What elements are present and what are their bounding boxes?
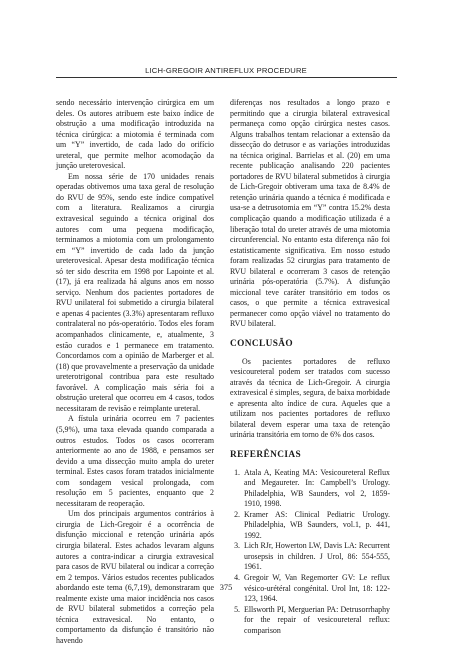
reference-item xyxy=(230,468,390,510)
body-paragraph: Um dos principais argumentos contrários à cirurgia de Lich-Gregoir é a ocorrência de disfunção miccional e retenção urinária após cirurgia bilateral. Estes achados levaram alguns autores a contra-indicar a cirurgia extravesical para casos de RVU bilateral ou indicar a correção em 2 tempos. Vários estudos recentes publicados abordando este tema (6,7,19), demonstraram que realmente existe uma maior incidência nos casos de RVU bilateral submetidos a correção pela técnica extravesical. No entanto, o comportamento da disfunção é transitório não havendo xyxy=(56,509,214,645)
left-column xyxy=(56,98,214,646)
reference-item xyxy=(230,510,390,542)
reference-number: 5. xyxy=(234,604,240,614)
page-number: 375 xyxy=(219,583,233,592)
running-title: LICH-GREGOIR ANTIREFLUX PROCEDURE xyxy=(145,66,307,75)
reference-number: 1. xyxy=(234,467,240,477)
body-paragraph: Em nossa série de 170 unidades renais operadas obtivemos uma taxa geral de resolução do RVU de 95%, sendo este índice compatível com a literatura. Realizamos a cirurgia extravesical seguindo a técnica original dos autores com uma pequena modificação, terminamos a miotomia com um prolongamento em “Y” invertido de cada lado da junção ureterovesical. Apesar desta modificação técnica só ter sido descrita em 1998 por Lapointe et al. (17), já era realizada há alguns anos em nosso serviço. Nenhum dos pacientes portadores de RVU unilateral foi submetido a cirurgia bilateral e apenas 4 pacientes (3.3%) apresentaram refluxo contralateral no pós-operatório. Todos eles foram acompanhados clinicamente, e, atualmente, 3 estão curados e 1 permanece em tratamento. Concordamos com a opinião de Marberger et al. (18) que provavelmente a preservação da unidade ureterotrigonal contribua para este resultado favorável. A complicação mais séria foi a obstrução ureteral que ocorreu em 4 casos, todos necessitaram de revisão e reimplante ureteral. xyxy=(56,171,214,413)
body-paragraph: sendo necessário intervenção cirúrgica em um deles. Os autores atribuem este baixo índice de obstrução a uma modificação introduzida na técnica cirúrgica: a miotomia é terminada com um “Y” invertido, de cada lado do orifício ureteral, que permite melhor acomodação da junção ureterovesical. xyxy=(56,98,214,171)
right-column xyxy=(230,98,390,636)
conclusion-paragraph: Os pacientes portadores de refluxo vesicoureteral podem ser tratados com sucesso através da técnica de Lich-Gregoir. A cirurgia extravesical é simples, segura, de baixa morbidade e apresenta alto índice de cura. Aqueles que a utilizam nos pacientes portadores de refluxo bilateral devem esperar uma taxa de retenção urinária transitória em torno de 6% dos casos. xyxy=(230,356,390,440)
reference-number: 3. xyxy=(234,541,240,551)
reference-text: Gregoir W, Van Regemorter GV: Le reflux vésico-urétéral congénital. Urol Int, 18: 122-123, 1964. xyxy=(244,572,390,604)
header-rule xyxy=(56,77,397,78)
reference-text: Lich RJr, Howerton LW, Davis LA: Recurrent urosepsis in children. J Urol, 86: 554-555, 1961. xyxy=(244,541,390,572)
reference-item xyxy=(230,605,390,637)
body-paragraph: A fístula urinária ocorreu em 7 pacientes (5,9%), uma taxa elevada quando comparada a outros estudos. Todos os casos ocorreram anteriormente ao ano de 1988, e pensamos ser devido a uma dissecção muito ampla do ureter terminal. Estes casos foram tratados inicialmente com sondagem vesical prolongada, com resolução em 5 pacientes, enquanto que 2 necessitaram de reoperação. xyxy=(56,414,214,508)
conclusion-heading: CONCLUSÃO xyxy=(230,339,294,350)
references-heading: REFERÊNCIAS xyxy=(230,449,302,460)
reference-number: 2. xyxy=(234,509,240,519)
reference-number: 4. xyxy=(234,572,240,582)
reference-list xyxy=(230,468,390,637)
reference-item xyxy=(230,541,390,573)
body-paragraph: diferenças nos resultados a longo prazo e permitindo que a cirurgia bilateral extravesical permaneça como opção cirúrgica nestes casos. Alguns trabalhos tentam relacionar a extensão da dissecção do detrusor e as variações introduzidas na técnica original. Barrielas et al. (20) em uma recente publicação analisando 220 pacientes portadores de RVU bilateral submetidos à cirurgia de Lich-Gregoir obtiveram uma taxa de 8.4% de retenção urinária quando a técnica é modificada e usa-se a detrusotomia em “Y” contra 15.2% desta complicação quando a modificação utilizada é a liberação total do ureter através de uma miotomia circunferencial. No entanto esta diferença não foi estatisticamente significativa. Em nosso estudo foram realizadas 52 cirurgias para tratamento de RVU bilateral e ocorreram 3 casos de retenção urinária pós-operatória (5.7%). A disfunção miccional teve caráter transitório em todos os casos, o que permite a técnica extravesical permanecer como opção viável no tratamento do RVU bilateral. xyxy=(230,98,390,329)
reference-text: Ellsworth PI, Merguerian PA: Detrusorrhaphy for the repair of vesicoureteral reflux: comparison xyxy=(244,604,390,635)
reference-text: Atala A, Keating MA: Vesicoureteral Reflux and Megaureter. In: Campbell’s Urology. Philadelphia, WB Saunders, vol 2, 1859-1910, 1998. xyxy=(244,467,390,509)
reference-text: Kramer AS: Clinical Pediatric Urology. Philadelphia, WB Saunders, vol.1, p. 441, 1992. xyxy=(244,509,390,540)
